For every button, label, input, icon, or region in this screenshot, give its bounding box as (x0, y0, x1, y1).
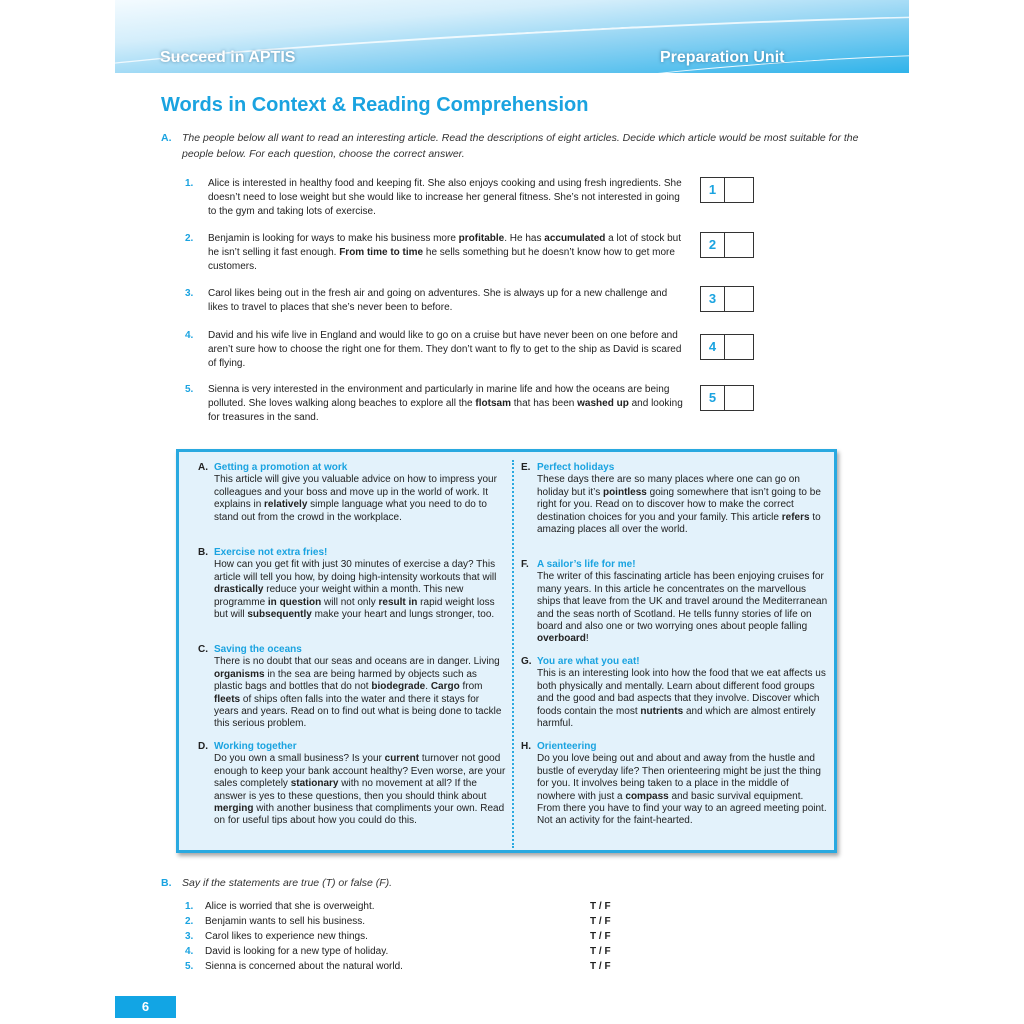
text-segment: a lot of stock but he isn’t selling it fast enough. (208, 233, 682, 258)
text-segment: Do you own a small business? Is your (214, 753, 385, 765)
text-segment: and basic survival equipment. From there you have to find your way to an agreed meeting point. Not an activity for the faint-hearted. (537, 790, 827, 827)
question-text (185, 287, 685, 315)
article-letter: B. (198, 547, 208, 558)
statement-number: 3. (185, 931, 194, 942)
text-segment: in the sea are being harmed by objects such as plastic bags and bottles that do not (214, 668, 477, 693)
true-false-item (185, 944, 625, 959)
text-segment: simple language what you need to do to stand out from the crowd in the workplace. (214, 499, 487, 523)
article-body (537, 753, 827, 826)
text-segment: This article will give you valuable advice on how to impress your colleagues and your boss and move up in the world of work. It explains in (214, 474, 497, 511)
article-body (214, 559, 496, 620)
article-heading: Orienteering (537, 741, 597, 752)
question-number: 3. (185, 288, 194, 299)
question-number: 1. (185, 178, 194, 189)
true-false-item (185, 929, 625, 944)
page-number: 6 (115, 996, 176, 1018)
bold-term: flotsam (475, 398, 511, 409)
article-heading: Perfect holidays (537, 462, 615, 473)
text-segment: ! (585, 633, 589, 645)
statement-text: Benjamin wants to sell his business. (205, 916, 366, 927)
text-segment: he sells something but he doesn’t know how to get more customers. (208, 247, 675, 272)
bold-term: nutrients (640, 705, 684, 717)
text-segment: and which are almost entirely harmful. (537, 705, 816, 730)
article-heading: Saving the oceans (214, 644, 302, 655)
article-body (214, 753, 505, 826)
answer-box-number: 3 (701, 287, 725, 311)
part-b-instruction (161, 877, 641, 889)
bold-term: accumulated (544, 233, 606, 244)
text-segment: The writer of this fascinating article has been enjoying cruises for many years. In this article he concentrates on the marvellous ships that leave from the UK and travel around the Mediterranean and the seas north of Scotland. He tells funny stories of life on board and also one or two worrying ones about people falling (537, 571, 828, 633)
true-false-choice[interactable]: T / F (590, 901, 611, 912)
article-item (198, 741, 506, 828)
true-false-item (185, 899, 625, 914)
bold-term: From time to time (339, 247, 424, 258)
article-body (214, 656, 501, 729)
bold-term: fleets (214, 693, 241, 705)
bold-term: result in (378, 596, 418, 608)
text-segment: There is no doubt that our seas and oceans are in danger. Living (214, 656, 500, 668)
page-title: Words in Context & Reading Comprehension (161, 94, 589, 116)
article-body (537, 668, 826, 729)
bold-term: overboard (537, 633, 586, 645)
article-heading: You are what you eat! (537, 656, 640, 667)
statement-text: Carol likes to experience new things. (205, 931, 368, 942)
bold-term: stationary (290, 778, 339, 790)
part-b-text: Say if the statements are true (T) or false (F). (182, 877, 393, 889)
article-item (521, 656, 829, 730)
article-item (198, 644, 506, 731)
article-letter: H. (521, 741, 531, 752)
question-text (185, 232, 685, 274)
question-item (185, 177, 685, 219)
answer-box[interactable] (700, 286, 754, 312)
answer-box[interactable] (700, 232, 754, 258)
text-segment: These days there are so many places where one can go on holiday but it’s (537, 474, 800, 498)
text-segment: make your heart and lungs stronger, too. (311, 609, 495, 621)
text-segment: David and his wife live in England and would like to go on a cruise but have never been on one before and aren’t sure how to choose the right one for them. They don’t want to fly to get to the ship as David is scared of flying. (208, 330, 682, 369)
book-title: Succeed in APTIS (160, 49, 296, 66)
statement-number: 1. (185, 901, 194, 912)
article-heading: A sailor’s life for me! (537, 559, 636, 570)
statement-text: Sienna is concerned about the natural world. (205, 961, 403, 972)
text-segment: . (425, 681, 431, 693)
article-item (521, 462, 829, 536)
bold-term: current (384, 753, 420, 765)
text-segment: and looking for treasures in the sand. (208, 398, 683, 423)
text-segment: Benjamin is looking for ways to make his business more (208, 233, 459, 244)
article-item (521, 741, 829, 828)
answer-box-number: 5 (701, 386, 725, 410)
statement-text: David is looking for a new type of holiday. (205, 946, 389, 957)
article-body (537, 571, 827, 644)
text-segment: How can you get fit with just 30 minutes of exercise a day? This article will tell you how, by doing high-intensity workouts that will (214, 559, 497, 583)
text-segment: Do you love being out and about and away from the hustle and bustle of everyday life? Then orienteering might be just the thing for you. It involves being taken to a place in the middle of nowhere with just a (537, 753, 821, 802)
statement-text: Alice is worried that she is overweight. (205, 901, 375, 912)
bold-term: drastically (214, 584, 264, 596)
articles-box (176, 449, 837, 853)
text-segment: rapid weight loss but will (214, 596, 495, 621)
part-a-text: The people below all want to read an interesting article. Read the descriptions of eight articles. Decide which article would be most suitable for the people below. For each question, choose the correct answer. (182, 132, 859, 160)
true-false-choice[interactable]: T / F (590, 961, 611, 972)
question-text (185, 329, 685, 371)
text-segment: that has been (510, 398, 578, 409)
question-item (185, 383, 685, 425)
article-letter: D. (198, 741, 208, 752)
bold-term: Cargo (430, 681, 460, 693)
article-heading: Getting a promotion at work (214, 462, 348, 473)
article-heading: Working together (214, 741, 297, 752)
part-a-label: A. (161, 132, 172, 144)
article-item (198, 462, 506, 524)
answer-box[interactable] (700, 385, 754, 411)
answer-box-number: 2 (701, 233, 725, 257)
article-letter: F. (521, 559, 529, 570)
statement-number: 5. (185, 961, 194, 972)
true-false-choice[interactable]: T / F (590, 916, 611, 927)
text-segment: reduce your weight within a month. This new programme (214, 584, 464, 608)
article-letter: A. (198, 462, 208, 473)
unit-title: Preparation Unit (660, 49, 785, 66)
answer-box[interactable] (700, 334, 754, 360)
bold-term: organisms (214, 668, 265, 680)
article-item (521, 559, 829, 646)
article-body (214, 474, 497, 522)
column-divider (512, 460, 514, 848)
true-false-item (185, 914, 625, 929)
article-letter: C. (198, 644, 208, 655)
question-text (185, 383, 685, 425)
question-number: 2. (185, 233, 194, 244)
text-segment: This is an interesting look into how the food that we eat affects us both physically and mentally. Learn about different food groups and the good and bad aspects that they involve. Discover which foods contain the most (537, 668, 826, 717)
text-segment: turnover not good enough to keep your bank account healthy? Even worse, are your sales completely (214, 753, 506, 790)
bold-term: subsequently (247, 609, 312, 621)
bold-term: relatively (264, 499, 308, 511)
text-segment: Carol likes being out in the fresh air and going on adventures. She is always up for a new challenge and likes to travel to places that she’s never been to before. (208, 288, 668, 313)
text-segment: will not only (321, 596, 379, 608)
article-item (198, 547, 506, 621)
question-item (185, 287, 685, 315)
bold-term: refers (781, 511, 810, 523)
question-number: 5. (185, 384, 194, 395)
question-item (185, 232, 685, 274)
true-false-choice[interactable]: T / F (590, 931, 611, 942)
part-a-instruction (161, 130, 861, 162)
true-false-choice[interactable]: T / F (590, 946, 611, 957)
text-segment: Sienna is very interested in the environment and particularly in marine life and how the oceans are being polluted. She loves walking along beaches to explore all the (208, 384, 670, 409)
text-segment: with another business that compliments your own. Read on for useful tips about how you could do this. (214, 803, 505, 827)
text-segment: with no movement at all? If the answer is yes to these questions, then you should think about (214, 778, 487, 802)
bold-term: profitable (458, 233, 505, 244)
article-letter: E. (521, 462, 531, 473)
question-number: 4. (185, 330, 194, 341)
statement-number: 4. (185, 946, 194, 957)
question-item (185, 329, 685, 371)
text-segment: of ships often falls into the water and there it stays for years and years. Read on to find out what is being done to tackle this serious problem. (214, 693, 502, 730)
text-segment: to amazing places all over the world. (537, 511, 821, 536)
text-segment: from (459, 681, 483, 693)
bold-term: washed up (577, 398, 629, 409)
bold-term: merging (214, 803, 254, 815)
article-body (537, 474, 821, 535)
text-segment: going somewhere that isn’t going to be right for you. Read on to discover how to make the correct destination choices for you and your family. This article (537, 486, 821, 523)
answer-box-number: 1 (701, 178, 725, 202)
part-b-label: B. (161, 877, 172, 889)
bold-term: in question (267, 596, 322, 608)
article-letter: G. (521, 656, 532, 667)
answer-box-number: 4 (701, 335, 725, 359)
answer-box[interactable] (700, 177, 754, 203)
bold-term: pointless (602, 486, 647, 498)
statement-number: 2. (185, 916, 194, 927)
text-segment: Alice is interested in healthy food and keeping fit. She also enjoys cooking and using fresh ingredients. She doesn’t need to lose weight but she would like to increase her general fitness. She’s not interested in going to the gym and taking lots of exercise. (208, 178, 682, 217)
bold-term: compass (625, 790, 669, 802)
bold-term: biodegrade (371, 681, 426, 693)
text-segment: . He has (504, 233, 545, 244)
true-false-item (185, 959, 625, 974)
question-text (185, 177, 685, 219)
article-heading: Exercise not extra fries! (214, 547, 328, 558)
